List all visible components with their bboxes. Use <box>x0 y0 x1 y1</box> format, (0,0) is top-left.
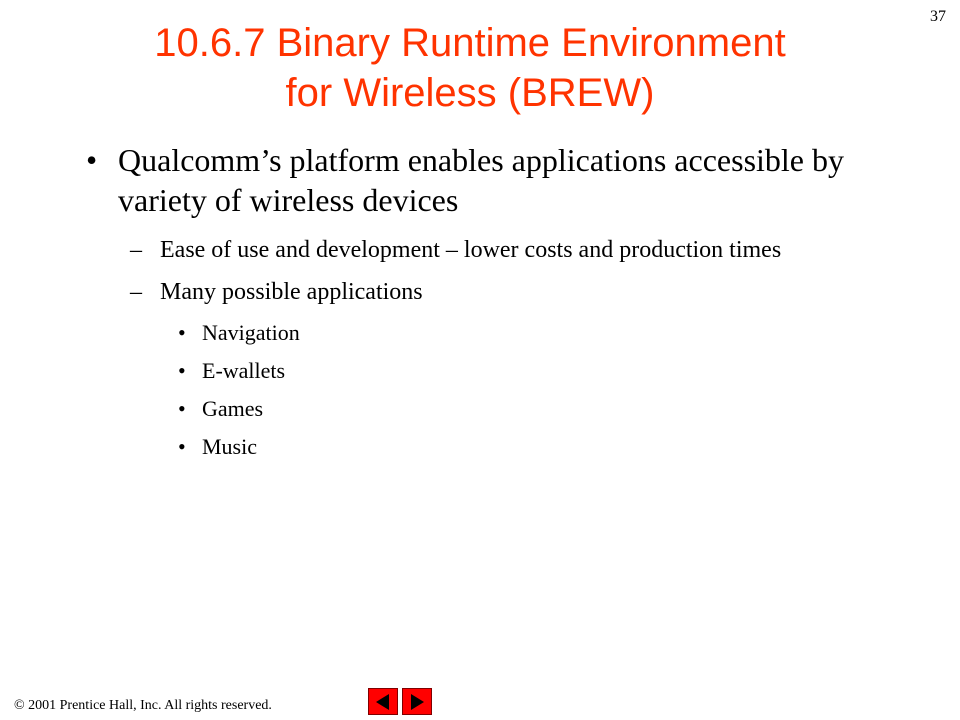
bullet-level-1 <box>0 140 878 220</box>
sub-bullet-applications <box>0 276 880 308</box>
slide-content <box>0 140 960 470</box>
left-triangle-icon <box>373 692 393 712</box>
dash-marker: – <box>130 237 142 263</box>
sub-bullet-text: Many possible applications <box>160 279 423 305</box>
list-item-games <box>0 394 960 424</box>
slide-navigation <box>368 688 432 715</box>
list-item-music <box>0 432 960 462</box>
sub-bullet-ease-of-use <box>0 234 880 266</box>
sub-bullet-text: Ease of use and development – lower costs and production times <box>160 237 782 263</box>
slide-number: 37 <box>930 8 946 25</box>
bullet-marker: • <box>86 142 98 178</box>
list-item-e-wallets <box>0 356 960 386</box>
bullet-text: Qualcomm’s platform enables applications accessible by variety of wireless devices <box>118 142 844 218</box>
list-item-text: Games <box>202 396 264 421</box>
previous-slide-button[interactable] <box>368 688 398 715</box>
bullet-marker: • <box>178 320 186 345</box>
bullet-marker: • <box>178 396 186 421</box>
copyright-footer <box>14 698 272 714</box>
dash-marker: – <box>130 279 142 305</box>
list-item-text: Navigation <box>202 320 300 345</box>
next-slide-button[interactable] <box>402 688 432 715</box>
title-line-2: for Wireless (BREW) <box>285 71 655 115</box>
title-line-1: 10.6.7 Binary Runtime Environment <box>154 21 786 65</box>
list-item-text: Music <box>202 434 257 459</box>
bullet-marker: • <box>178 434 186 459</box>
copyright-symbol: © <box>14 698 25 713</box>
list-item-navigation <box>0 318 960 348</box>
right-triangle-icon <box>407 692 427 712</box>
list-item-text: E-wallets <box>202 358 286 383</box>
bullet-marker: • <box>178 358 186 383</box>
copyright-text: 2001 Prentice Hall, Inc. All rights reserved. <box>28 698 272 713</box>
slide-title <box>70 18 870 118</box>
